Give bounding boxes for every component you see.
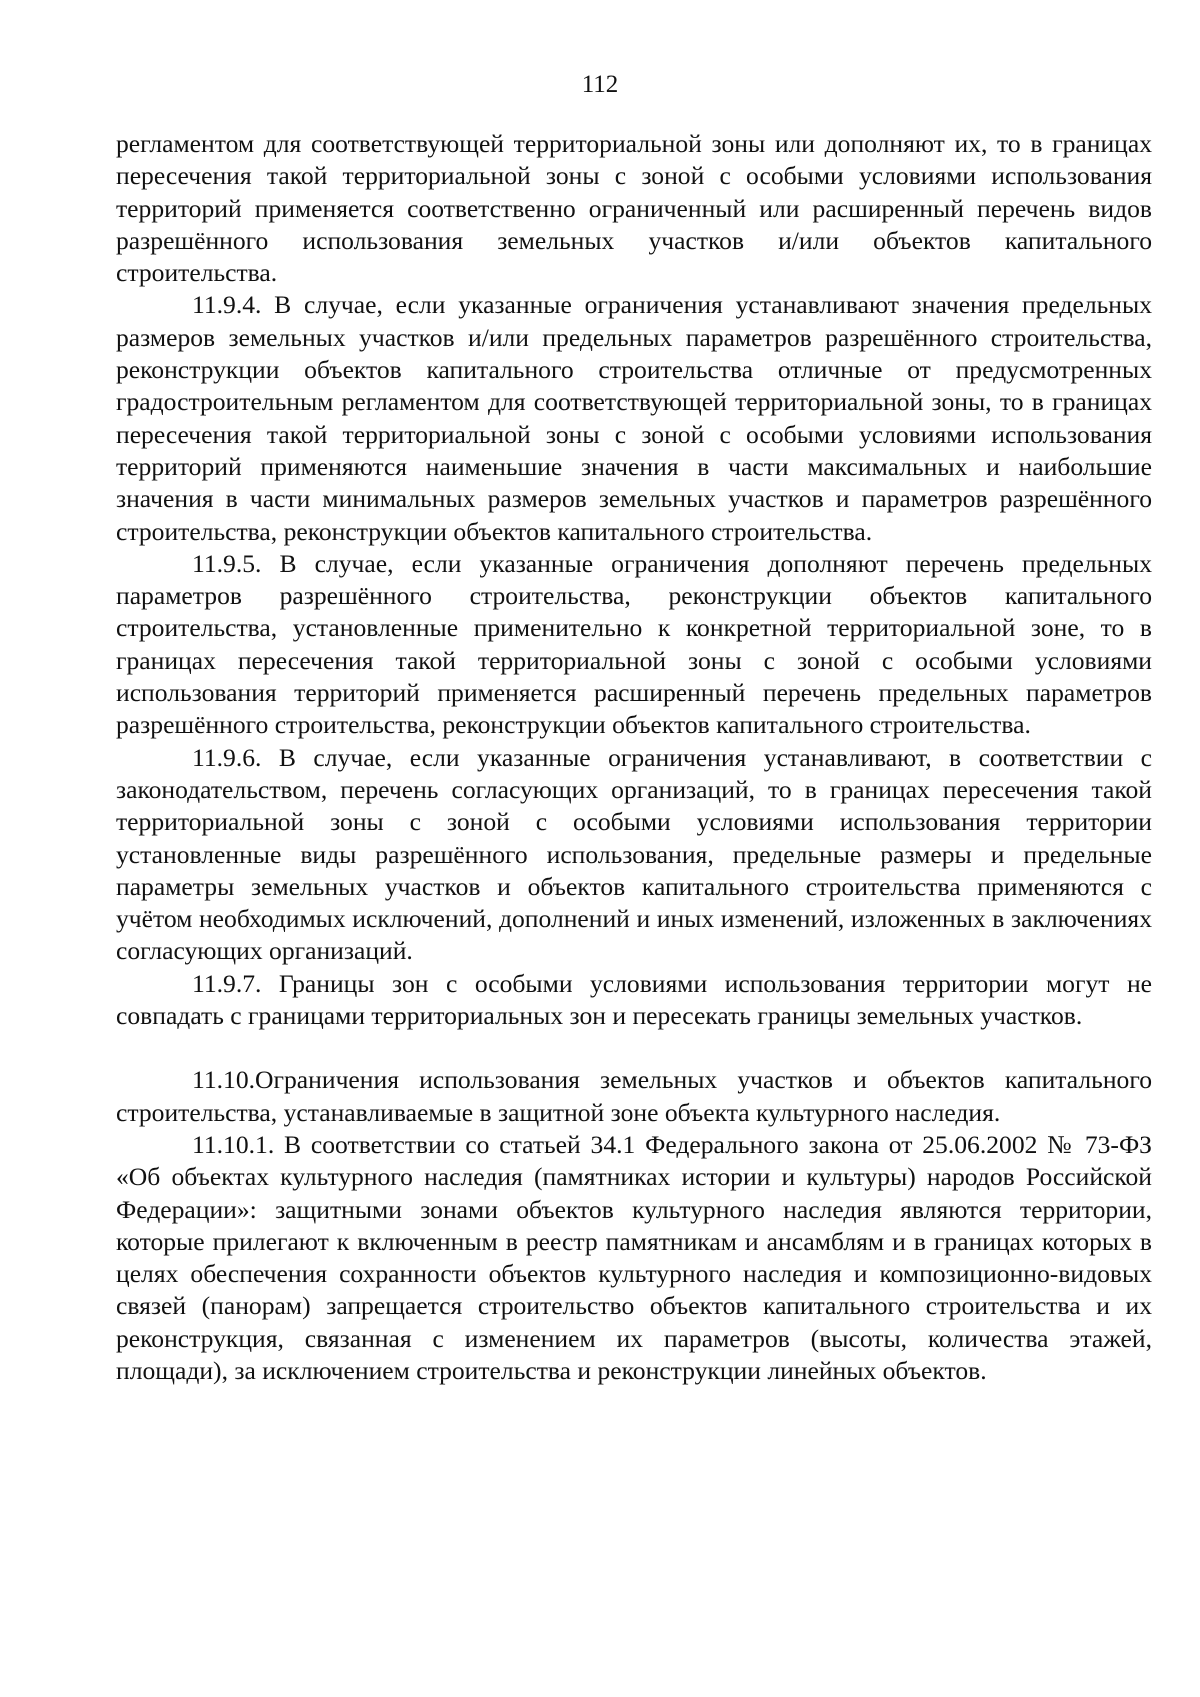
paragraph-11-10-1: 11.10.1. В соответствии со статьей 34.1 Федерального закона от 25.06.2002 № 73-ФЗ «Об объектах культурного наследия (памятниках истории и культуры) народов Российской Федерации»: защитными зонами объектов культурного наследия являются территории, которые прилегают к включенным в реестр памятникам и ансамблям и в границах которых в целях обеспечения сохранности объектов культурного наследия и композиционно-видовых связей (панорам) запрещается строительство объектов капитального строительства и их реконструкция, связанная с изменением их параметров (высоты, количества этажей, площади), за исключением строительства и реконструкции линейных объектов. [116,1129,1152,1385]
section-spacer [116,1032,1152,1064]
paragraph-11-9-7: 11.9.7. Границы зон с особыми условиями использования территории могут не совпадать с границами территориальных зон и пересекать границы земельных участков. [116,968,1152,1031]
paragraph-11-9-6: 11.9.6. В случае, если указанные ограничения устанавливают, в соответствии с законодательством, перечень согласующих организаций, то в границах пересечения такой территориальной зоны с зоной с особыми условиями использования территории установленные виды разрешённого использования, предельные размеры и предельные параметры земельных участков и объектов капитального строительства применяются с учётом необходимых исключений, дополнений и иных изменений, изложенных в заключениях согласующих организаций. [116,742,1152,966]
paragraph-continuation: регламентом для соответствующей территориальной зоны или дополняют их, то в границах пересечения такой территориальной зоны с зоной с особыми условиями использования территорий применяется соответственно ограниченный или расширенный перечень видов разрешённого использования земельных участков и/или объектов капитального строительства. [116,129,1152,288]
section-heading-11-10: 11.10.Ограничения использования земельных участков и объектов капитального строительства, устанавливаемые в защитной зоне объекта культурного наследия. [116,1065,1152,1127]
document-body [116,128,1152,1387]
page-number: 112 [581,71,619,98]
paragraph-11-9-5: 11.9.5. В случае, если указанные ограничения дополняют перечень предельных параметров разрешённого строительства, реконструкции объектов капитального строительства, установленные применительно к конкретной территориальной зоне, то в границах пересечения такой территориальной зоны с зоной с особыми условиями использования территорий применяется расширенный перечень предельных параметров разрешённого строительства, реконструкции объектов капитального строительства. [116,548,1152,740]
paragraph-11-9-4: 11.9.4. В случае, если указанные ограничения устанавливают значения предельных размеров земельных участков и/или предельных параметров разрешённого строительства, реконструкции объектов капитального строительства отличные от предусмотренных градостроительным регламентом для соответствующей территориальной зоны, то в границах пересечения такой территориальной зоны с зоной с особыми условиями использования территорий применяются наименьшие значения в части максимальных и наибольшие значения в части минимальных размеров земельных участков и параметров разрешённого строительства, реконструкции объектов капитального строительства. [116,290,1152,546]
